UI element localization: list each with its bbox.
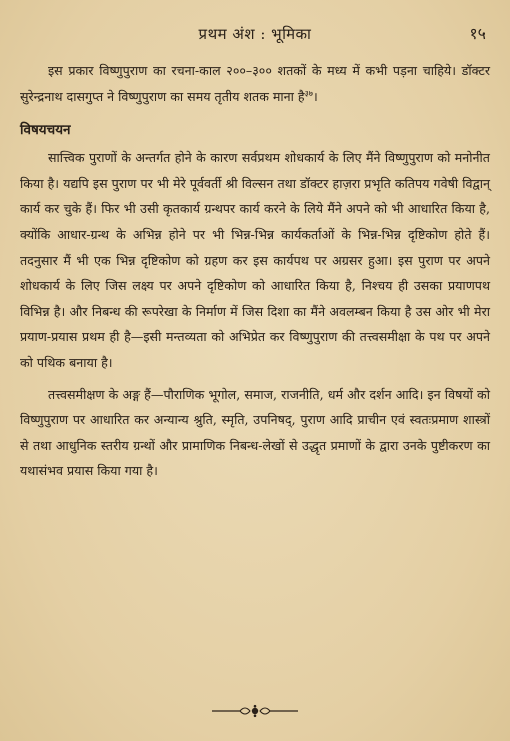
paragraph-text: इस प्रकार विष्णुपुराण का रचना-काल २००–३०० शतकों के मध्य में कभी पड़ना चाहिये। डॉक्टर सुरेन्द्रनाथ दासगुप्त ने विष्णुपुराण का समय तृतीय शतक माना है [20, 63, 490, 104]
paragraph-end-mark: । [312, 88, 318, 104]
paragraph-date-of-composition [20, 58, 490, 109]
paragraph-subject-selection: सात्त्विक पुराणों के अन्तर्गत होने के कारण सर्वप्रथम शोधकार्य के लिए मैंने विष्णुपुराण को मनोनीत किया है। यद्यपि इस पुराण पर भी मेरे पूर्ववर्ती श्री विल्सन तथा डॉक्टर हाज़रा प्रभृति कतिपय गवेषी विद्वान् कार्य कर चुके हैं। फिर भी उसी कृतकार्य ग्रन्थपर कार्य करने के लिये मैंने अपने को भी आधारित किया है, क्योंकि आधार-ग्रन्थ के अभिन्न होने पर भी भिन्न-भिन्न कार्यकर्ताओं के भिन्न-भिन्न दृष्टिकोण होते हैं। तदनुसार मैं भी एक भिन्न दृष्टिकोण को ग्रहण कर इस कार्यपथ पर अग्रसर हुआ। इस पुराण पर अपने शोधकार्य के लिए जिस लक्ष्य पर अपने दृष्टिकोण को आधारित किया है, निश्चय ही उसका प्रयाणपथ विभिन्न है। और निबन्ध की रूपरेखा के निर्माण में जिस दिशा का मैंने अवलम्बन किया है उस ओर भी मेरा प्रयाण-प्रयास प्रथम ही है—इसी मन्तव्यता को अभिप्रेत कर विष्णुपुराण की तत्त्वसमीक्षा के पथ पर अपने को पथिक बनाया है। [20, 150, 491, 370]
tailpiece-ornament-graphic [210, 704, 300, 718]
page-number: १५ [469, 24, 486, 43]
page-title: प्रथम अंश : भूमिका [198, 25, 312, 43]
running-header [0, 22, 510, 46]
footnote-reference: ३७ [304, 88, 313, 98]
section-heading: विषयचयन [20, 122, 71, 139]
body-text [20, 58, 490, 484]
floral-tailpiece-icon [0, 704, 510, 723]
paragraph-aspects-of-review: तत्त्वसमीक्षण के अङ्ग हैं—पौराणिक भूगोल, समाज, राजनीति, धर्म और दर्शन आदि। इन विषयों को विष्णुपुराण पर आधारित कर अन्यान्य श्रुति, स्मृति, उपनिषद्, पुराण आदि प्राचीन एवं स्वतःप्रमाण शास्त्रों से तथा आधुनिक स्तरीय ग्रन्थों और प्रामाणिक निबन्ध-लेखों से उद्धृत प्रमाणों के द्वारा उनके पुष्टीकरण का यथासंभव प्रयास किया गया है। [20, 386, 490, 479]
